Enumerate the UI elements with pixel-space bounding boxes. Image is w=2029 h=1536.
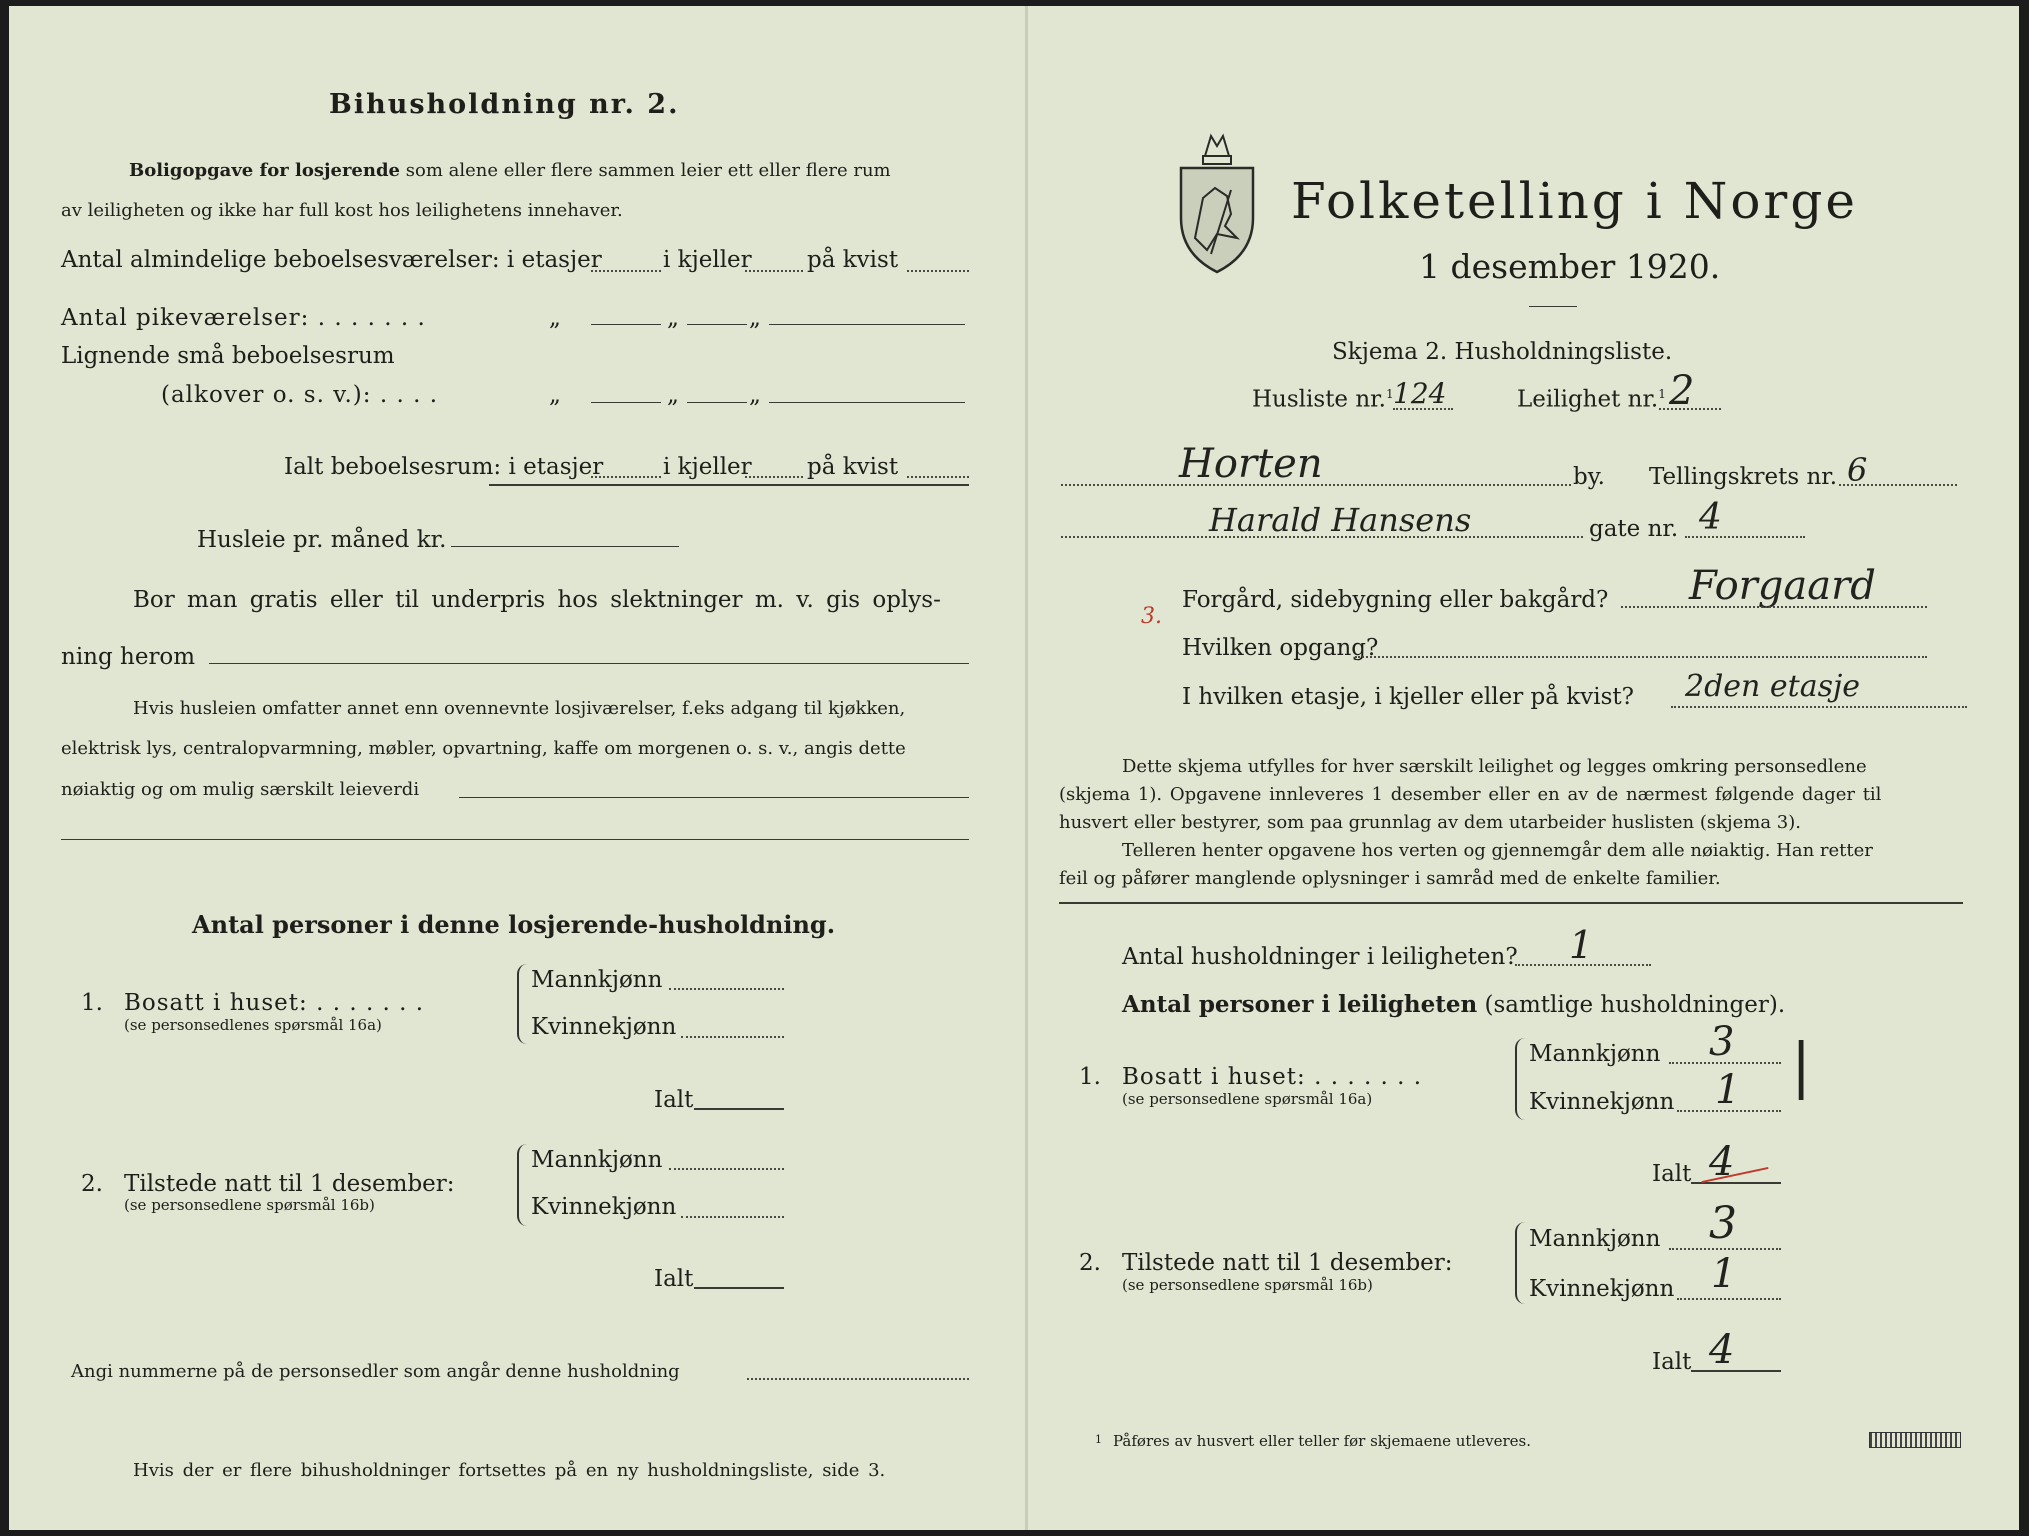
info-divider [1059, 902, 1963, 904]
right-q2-female-field[interactable] [1677, 1298, 1781, 1300]
title-rule [1529, 306, 1577, 307]
hh-value[interactable]: 1 [1569, 923, 1594, 967]
rent-label: Husleie pr. måned kr. [197, 527, 447, 553]
etasje-label: I hvilken etasje, i kjeller eller på kvist? [1182, 684, 1634, 710]
gratis-field[interactable] [209, 663, 969, 664]
coat-of-arms-icon [1171, 126, 1263, 278]
street-value[interactable]: Harald Hansens [1209, 501, 1472, 539]
includes-line-1: Hvis husleien omfatter annet enn ovennevnte losjiværelser, f.eks adgang til kjøkken, [133, 698, 906, 719]
krets-field[interactable] [1839, 484, 1957, 486]
right-q1-female-field[interactable] [1677, 1110, 1781, 1112]
right-q1-label: Bosatt i huset: . . . . . . . [1122, 1064, 1423, 1090]
etasje-field[interactable] [1671, 706, 1967, 708]
rooms-label: Antal almindelige beboelsesværelser: i etasjer [61, 247, 602, 273]
right-q1-total-label: Ialt [1652, 1161, 1692, 1187]
intro-rest: som alene eller flere sammen leier ett eller flere rum [405, 160, 891, 181]
opgang-label: Hvilken opgang? [1182, 635, 1379, 661]
right-q1-female-label: Kvinnekjønn [1529, 1089, 1675, 1115]
krets-label: Tellingskrets nr. [1649, 464, 1838, 490]
includes-line-3: nøiaktig og om mulig særskilt leieverdi [61, 779, 420, 800]
left-q2-subtitle: (se personsedlene spørsmål 16b) [124, 1196, 375, 1214]
intro-bold: Boligopgave for losjerende [129, 160, 401, 181]
leilighet-label: Leilighet nr.$^1$ [1517, 386, 1666, 413]
pike-quote-2: „ [667, 305, 679, 331]
pike-kvist-field[interactable] [769, 324, 965, 325]
rent-field[interactable] [451, 546, 679, 547]
left-q1-subtitle: (se personsedlenes spørsmål 16a) [124, 1016, 382, 1034]
info-line-5: feil og påfører manglende oplysninger i samråd med de enkelte familier. [1059, 868, 1721, 889]
info-line-4: Telleren henter opgavene hos verten og gjennemgår dem alle nøiaktig. Han retter [1122, 840, 1873, 861]
left-q2-female-label: Kvinnekjønn [531, 1194, 677, 1220]
husliste-value[interactable]: 124 [1393, 377, 1447, 410]
pike-quote-1: „ [549, 305, 561, 331]
numbers-field[interactable] [747, 1378, 969, 1380]
info-line-2: (skjema 1). Opgavene innleveres 1 desember eller en av de nærmest følgende dager til [1059, 784, 1882, 805]
ialt-sum-rule [489, 484, 969, 486]
left-q2-female-field[interactable] [681, 1216, 784, 1218]
left-q1-female-label: Kvinnekjønn [531, 1014, 677, 1040]
right-q1-male-value[interactable]: 3 [1709, 1019, 1735, 1065]
right-q2-female-label: Kvinnekjønn [1529, 1276, 1675, 1302]
rooms-kvist-field[interactable] [907, 270, 969, 272]
husliste-field[interactable] [1393, 408, 1453, 410]
lignende-quote-1: „ [549, 382, 561, 408]
right-q2-male-field[interactable] [1669, 1248, 1781, 1250]
printer-stamp [1869, 1432, 1961, 1448]
leilighet-value[interactable]: 2 [1669, 368, 1695, 414]
street-field[interactable] [1061, 536, 1583, 538]
left-q2-male-label: Mannkjønn [531, 1147, 663, 1173]
left-q1-male-field[interactable] [669, 988, 784, 990]
ialt-kjeller-field[interactable] [745, 476, 803, 478]
right-q2-female-value[interactable]: 1 [1711, 1251, 1737, 1297]
right-q1-male-label: Mannkjønn [1529, 1041, 1661, 1067]
gate-label: gate nr. [1589, 516, 1679, 542]
includes-field-2[interactable] [61, 839, 969, 840]
left-title: Bihusholdning nr. 2. [329, 89, 680, 120]
etasje-value[interactable]: 2den etasje [1685, 669, 1861, 704]
rooms-etasjer-field[interactable] [591, 270, 661, 272]
lignende-label-1: Lignende små beboelsesrum [61, 343, 395, 369]
includes-field-1[interactable] [459, 797, 969, 798]
forgaard-value[interactable]: Forgaard [1689, 563, 1876, 609]
left-footer: Hvis der er flere bihusholdninger fortsettes på en ny husholdningsliste, side 3. [133, 1460, 886, 1481]
census-form-page [9, 6, 2019, 1530]
rooms-kjeller-field[interactable] [745, 270, 803, 272]
gratis-line-1: Bor man gratis eller til underpris hos slektninger m. v. gis oplys- [133, 587, 941, 613]
right-q2-subtitle: (se personsedlene spørsmål 16b) [1122, 1276, 1373, 1294]
lignende-label-2: (alkover o. s. v.): . . . . [161, 382, 439, 408]
pike-quote-3: „ [749, 305, 761, 331]
ialt-rum-label: Ialt beboelsesrum: i etasjer [284, 454, 604, 480]
forgaard-label: Forgård, sidebygning eller bakgård? [1182, 587, 1609, 613]
right-q1-brace [1515, 1038, 1527, 1120]
left-q1-brace [517, 964, 529, 1044]
left-persons-heading: Antal personer i denne losjerende-husholdning. [192, 910, 836, 939]
city-field[interactable] [1061, 484, 1571, 486]
left-q1-female-field[interactable] [681, 1036, 784, 1038]
forgaard-field[interactable] [1621, 606, 1927, 608]
lignende-etasjer-field[interactable] [591, 402, 661, 403]
ialt-kvist-field[interactable] [907, 476, 969, 478]
right-q1-subtitle: (se personsedlene spørsmål 16a) [1122, 1090, 1373, 1108]
footnote-mark: 1 [1095, 1433, 1102, 1446]
rooms-paa-kvist: på kvist [807, 247, 899, 273]
form-title: Folketelling i Norge [1291, 172, 1858, 230]
gratis-line-2: ning herom [61, 644, 196, 670]
left-q1-label: Bosatt i huset: . . . . . . . [124, 990, 425, 1016]
form-date: 1 desember 1920. [1419, 247, 1721, 286]
pike-etasjer-field[interactable] [591, 324, 661, 325]
left-q2-total-field[interactable] [694, 1287, 784, 1289]
right-q2-total-field[interactable] [1691, 1370, 1781, 1372]
right-q2-male-label: Mannkjønn [1529, 1226, 1661, 1252]
ialt-i-kjeller: i kjeller [663, 454, 752, 480]
gate-field[interactable] [1685, 536, 1805, 538]
left-q2-label: Tilstede natt til 1 desember: [124, 1171, 455, 1197]
right-persons-heading: Antal personer i leiligheten (samtlige husholdninger). [1122, 991, 1786, 1018]
gate-value[interactable]: 4 [1699, 497, 1722, 538]
right-q1-number: 1. [1079, 1064, 1101, 1090]
by-label: by. [1573, 464, 1605, 490]
left-q2-number: 2. [81, 1171, 103, 1197]
hh-field[interactable] [1515, 964, 1651, 966]
left-q1-total-field[interactable] [694, 1108, 784, 1110]
lignende-quote-2: „ [667, 382, 679, 408]
intro-line-1 [129, 162, 891, 180]
right-q1-total-value[interactable]: 4 [1709, 1139, 1735, 1185]
rooms-i-kjeller: i kjeller [663, 247, 752, 273]
info-line-1: Dette skjema utfylles for hver særskilt leilighet og legges omkring personsedlene [1122, 756, 1867, 777]
leilighet-field[interactable] [1659, 408, 1721, 410]
numbers-label: Angi nummerne på de personsedler som angår denne husholdning [71, 1361, 680, 1382]
info-line-3: husvert eller bestyrer, som paa grunnlag av dem utarbeider huslisten (skjema 3). [1059, 812, 1801, 833]
right-q2-total-label: Ialt [1652, 1349, 1692, 1375]
right-q2-brace [1515, 1222, 1527, 1304]
right-q1-male-field[interactable] [1669, 1062, 1781, 1064]
krets-value[interactable]: 6 [1847, 451, 1868, 489]
left-q1-male-label: Mannkjønn [531, 967, 663, 993]
lignende-kjeller-field[interactable] [687, 402, 747, 403]
includes-line-2: elektrisk lys, centralopvarmning, møbler, opvartning, kaffe om morgenen o. s. v., angis dette [61, 738, 906, 759]
lignende-quote-3: „ [749, 382, 761, 408]
right-q1-female-value[interactable]: 1 [1715, 1067, 1741, 1113]
footnote-text: Påføres av husvert eller teller før skjemaene utleveres. [1113, 1432, 1531, 1450]
opgang-field[interactable] [1355, 656, 1927, 658]
right-q2-male-value[interactable]: 3 [1709, 1198, 1737, 1249]
ialt-paa-kvist: på kvist [807, 454, 899, 480]
left-q2-male-field[interactable] [669, 1168, 784, 1170]
ialt-etasjer-field[interactable] [591, 476, 661, 478]
page-fold [1025, 6, 1028, 1530]
city-value[interactable]: Horten [1179, 441, 1323, 487]
husliste-label: Husliste nr.$^1$ [1252, 386, 1394, 413]
right-q2-total-value[interactable]: 4 [1709, 1327, 1735, 1373]
schema-label: Skjema 2. Husholdningsliste. [1332, 339, 1673, 365]
pike-label: Antal pikeværelser: . . . . . . . [61, 305, 426, 331]
left-q2-total-label: Ialt [654, 1266, 694, 1292]
intro-line-2: av leiligheten og ikke har full kost hos leilighetens innehaver. [61, 200, 623, 221]
lignende-kvist-field[interactable] [769, 402, 965, 403]
check-mark: | [1791, 1031, 1812, 1101]
margin-mark: 3. [1141, 604, 1162, 629]
left-q1-total-label: Ialt [654, 1087, 694, 1113]
left-q2-brace [517, 1144, 529, 1226]
left-q1-number: 1. [81, 990, 103, 1016]
right-q2-label: Tilstede natt til 1 desember: [1122, 1250, 1453, 1276]
pike-kjeller-field[interactable] [687, 324, 747, 325]
hh-label: Antal husholdninger i leiligheten? [1122, 944, 1518, 970]
right-q2-number: 2. [1079, 1250, 1101, 1276]
